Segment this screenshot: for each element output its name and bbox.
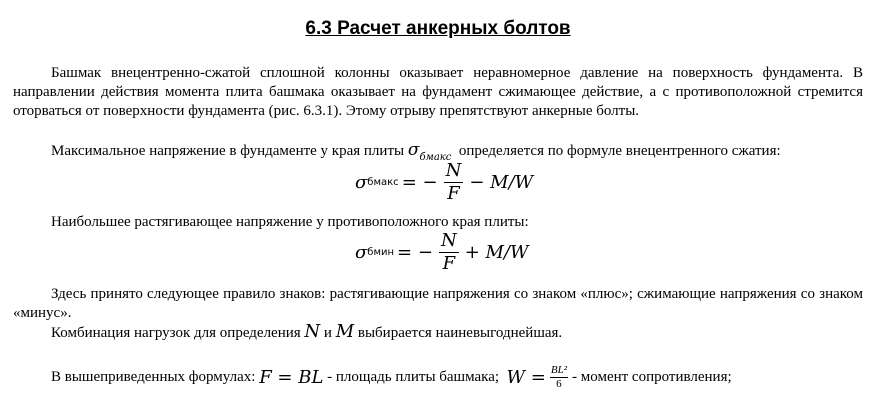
paragraph-sign-rule: Здесь принято следующее правило знаков: растягивающие напряжения со знаком «плюс»; сжимающие напряжения со знаком «минус».	[13, 286, 863, 321]
formula1-numerator: N	[445, 160, 462, 181]
formula2-numerator: N	[440, 230, 457, 251]
moment-fraction	[550, 364, 568, 391]
sigma-subscript: бмакс	[419, 152, 452, 163]
formula1-symbol: σ	[355, 172, 368, 193]
formula2-denominator: F	[442, 253, 456, 274]
formula1-subscript: бмакс	[367, 177, 399, 188]
formula-max-stress	[355, 160, 536, 205]
moment-denominator: 6	[556, 378, 562, 390]
formula2-symbol: σ	[355, 242, 368, 263]
moment-numerator: BL²	[550, 364, 567, 376]
paragraph-intro: Башмак внецентренно-сжатой сплошной колонны оказывает неравномерное давление на поверхность фундамента. В направлении действия момента плита башмака оказывает на фундамент сжимающее действие, а с противоположной стремится оторваться от поверхности фундамента (рис. 6.3.1). Этому отрыву препятствуют анкерные болты.	[13, 65, 863, 119]
formula1-fraction	[444, 160, 464, 205]
max-stress-text-before: Максимальное напряжение в фундаменте у края плиты	[51, 143, 405, 159]
paragraph-load-combination	[51, 322, 562, 343]
max-stress-text-after: определяется по формуле внецентренного сжатия:	[458, 143, 781, 159]
definitions-text-before: В вышеприведенных формулах:	[51, 369, 256, 385]
formula2-equals: = −	[397, 242, 433, 263]
symbol-n: N	[304, 321, 321, 342]
combination-text-before: Комбинация нагрузок для определения	[51, 325, 301, 341]
combination-and: и	[323, 325, 332, 341]
formula2-fraction	[439, 230, 459, 275]
area-description: - площадь плиты башмака;	[327, 369, 500, 385]
combination-text-after: выбирается наиневыгоднейшая.	[357, 325, 563, 341]
formula2-subscript: бмин	[367, 247, 395, 258]
formula1-denominator: F	[447, 183, 460, 204]
symbol-m: M	[335, 321, 355, 342]
moment-formula-lhs: W =	[506, 367, 546, 388]
sigma-symbol: σ	[407, 140, 420, 160]
formula2-rest: + M/W	[464, 242, 529, 263]
paragraph-definitions	[51, 364, 732, 391]
paragraph-min-stress: Наибольшее растягивающее напряжение у противоположного края плиты:	[51, 214, 529, 230]
formula1-rest: − M/W	[469, 172, 534, 193]
moment-description: - момент сопротивления;	[572, 369, 732, 385]
section-heading: 6.3 Расчет анкерных болтов	[305, 18, 571, 39]
area-formula: F = BL	[259, 367, 324, 388]
formula-min-stress	[355, 230, 532, 275]
formula1-equals: = −	[401, 172, 438, 193]
